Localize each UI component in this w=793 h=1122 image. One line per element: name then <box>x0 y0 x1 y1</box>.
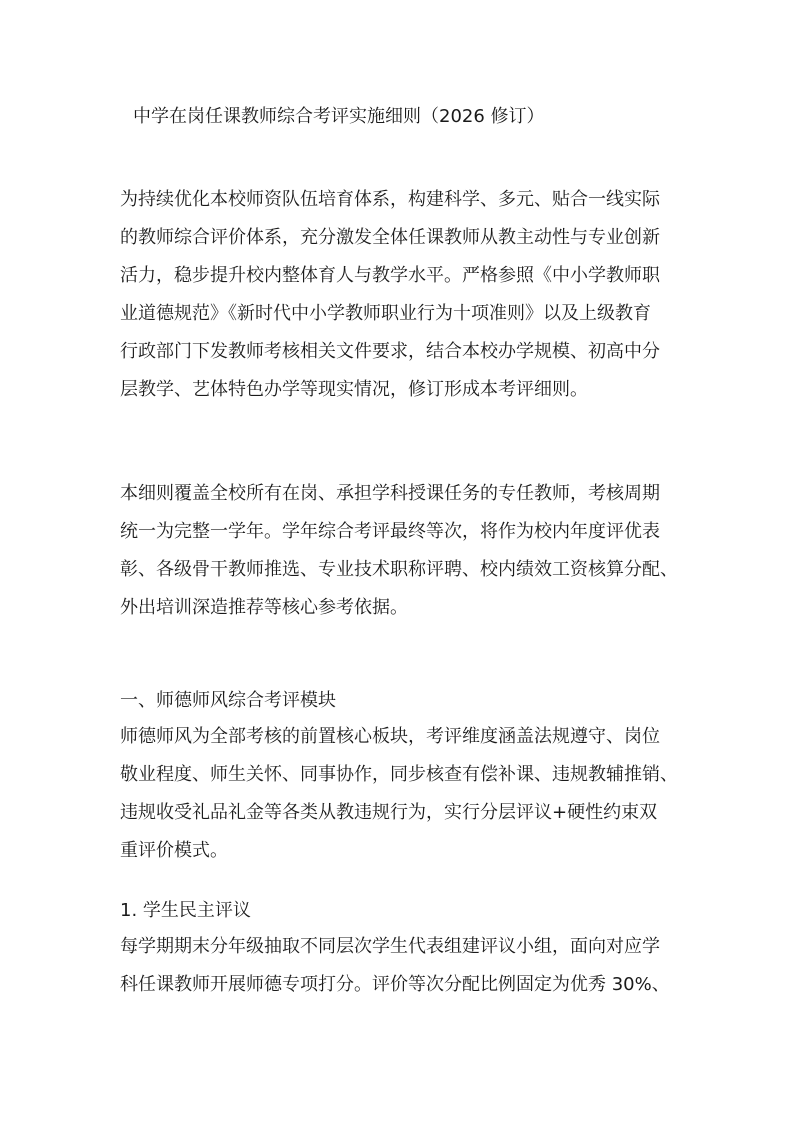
subsection-heading: 1. 学生民主评议 <box>120 900 251 921</box>
subsection-paragraph <box>120 928 680 1004</box>
paragraph-line: 师德师风为全部考核的前置核心板块，考评维度涵盖法规遵守、岗位 <box>120 726 660 747</box>
paragraph-line: 彰、各级骨干教师推选、专业技术职称评聘、校内绩效工资核算分配、 <box>120 559 678 580</box>
paragraph-line: 重评价模式。 <box>120 840 228 861</box>
scope-paragraph <box>120 475 680 627</box>
paragraph-line: 敬业程度、师生关怀、同事协作，同步核查有偿补课、违规教辅推销、 <box>120 764 678 785</box>
section-paragraph <box>120 718 680 870</box>
section-heading: 一、师德师风综合考评模块 <box>120 690 336 711</box>
paragraph-line: 每学期期末分年级抽取不同层次学生代表组建评议小组，面向对应学 <box>120 936 660 957</box>
paragraph-line: 活力，稳步提升校内整体育人与教学水平。严格参照《中小学教师职 <box>120 265 660 286</box>
paragraph-line: 为持续优化本校师资队伍培育体系，构建科学、多元、贴合一线实际 <box>120 189 660 210</box>
paragraph-line: 外出培训深造推荐等核心参考依据。 <box>120 597 408 618</box>
paragraph-line: 行政部门下发教师考核相关文件要求，结合本校办学规模、初高中分 <box>120 341 660 362</box>
document-title: 中学在岗任课教师综合考评实施细则（2026 修订） <box>133 106 545 127</box>
paragraph-line: 的教师综合评价体系，充分激发全体任课教师从教主动性与专业创新 <box>120 227 660 248</box>
paragraph-line: 统一为完整一学年。学年综合考评最终等次，将作为校内年度评优表 <box>120 521 660 542</box>
paragraph-line: 违规收受礼品礼金等各类从教违规行为，实行分层评议+硬性约束双 <box>120 802 658 823</box>
paragraph-line: 层教学、艺体特色办学等现实情况，修订形成本考评细则。 <box>120 379 588 400</box>
paragraph-line: 本细则覆盖全校所有在岗、承担学科授课任务的专任教师，考核周期 <box>120 483 660 504</box>
intro-paragraph <box>120 181 680 409</box>
paragraph-line: 业道德规范》《新时代中小学教师职业行为十项准则》以及上级教育 <box>120 303 651 324</box>
paragraph-line: 科任课教师开展师德专项打分。评价等次分配比例固定为优秀 30%、 <box>120 974 670 995</box>
